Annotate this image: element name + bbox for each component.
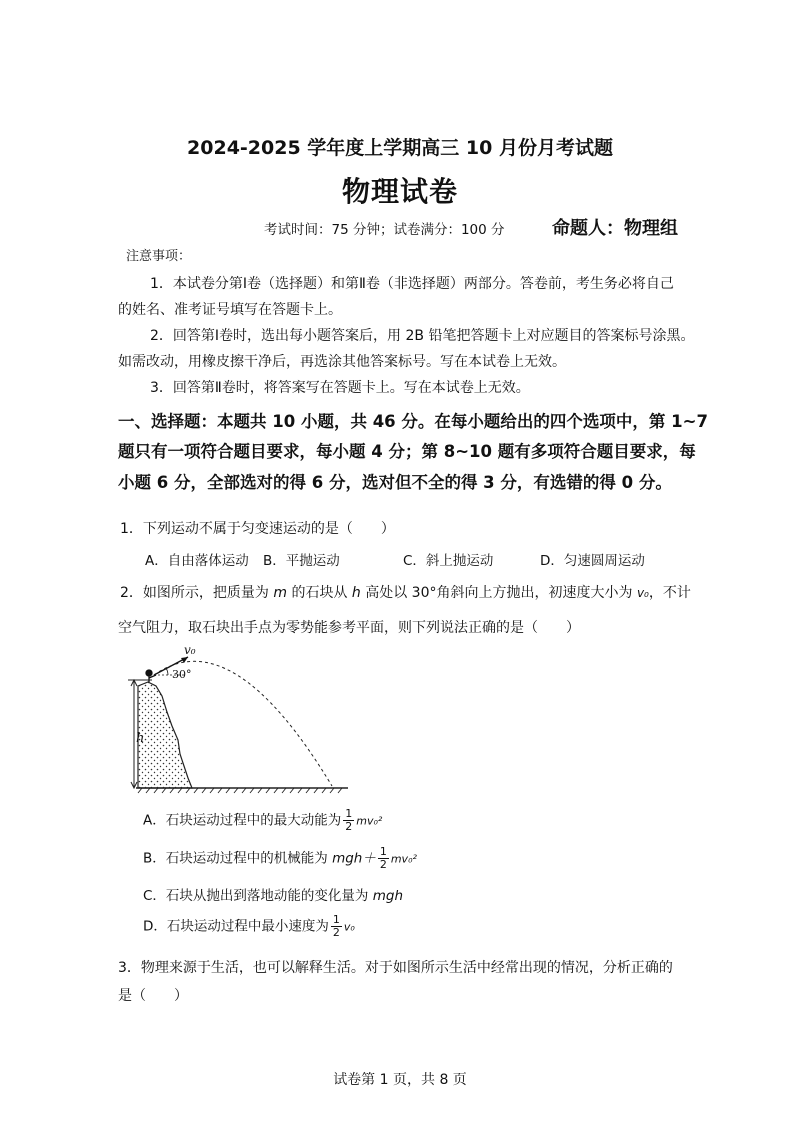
author: 命题人：物理组 <box>552 218 678 239</box>
q2-stem-part: 的石块从 <box>287 585 352 601</box>
q2-d-formula: v₀ <box>343 920 355 934</box>
note-2-cont: 如需改动，用橡皮擦干净后，再选涂其他答案标号。写在本试卷上无效。 <box>118 354 566 370</box>
q2-mass-symbol: m <box>273 585 287 601</box>
cliff <box>138 682 192 788</box>
note-3: 3．回答第Ⅱ卷时，将答案写在答题卡上。写在本试卷上无效。 <box>150 380 530 396</box>
fraction-numerator: 1 <box>379 845 387 858</box>
q2-option-a <box>143 808 382 833</box>
q2-a-text: A．石块运动过程中的最大动能为 <box>143 812 342 829</box>
q2-option-d <box>143 914 355 939</box>
q1-option-c: C．斜上抛运动 <box>403 553 494 569</box>
section-1-line-2: 题只有一项符合题目要求，每小题 4 分；第 8~10 题有多项符合题目要求，每 <box>118 442 696 461</box>
q2-c-formula: mgh <box>372 888 403 904</box>
h-label: h <box>136 731 145 746</box>
q2-stem-part: 2．如图所示，把质量为 <box>120 585 274 601</box>
q2-option-c <box>143 884 403 904</box>
subject-title: 物理试卷 <box>341 175 458 208</box>
section-1-line-3: 小题 6 分，全部选对的得 6 分，选对但不全的得 3 分，有选错的得 0 分。 <box>118 473 672 492</box>
q1-stem: 1．下列运动不属于匀变速运动的是（ ） <box>120 521 395 537</box>
notes-heading: 注意事项： <box>126 249 192 264</box>
note-2: 2．回答第Ⅰ卷时，选出每小题答案后，用 2B 铅笔把答题卡上对应题目的答案标号涂黑。 <box>150 328 695 344</box>
q2-a-formula: mv₀² <box>356 814 383 828</box>
q3-stem-line-2: 是（ ） <box>118 988 188 1004</box>
q2-option-b <box>143 846 417 871</box>
v0-label: v₀ <box>184 643 196 657</box>
angle-arc <box>166 668 168 675</box>
fraction-denominator: 2 <box>379 858 387 871</box>
q2-b-text: B．石块运动过程中的机械能为 <box>143 850 333 867</box>
q2-c-text: C．石块从抛出到落地动能的变化量为 <box>143 888 373 904</box>
exam-info: 考试时间：75 分钟；试卷满分：100 分 <box>264 222 505 238</box>
q2-height-symbol: h <box>351 585 361 601</box>
q2-stem <box>120 583 691 603</box>
q2-d-text: D．石块运动过程中最小速度为 <box>143 918 329 935</box>
page-footer: 试卷第 1 页，共 8 页 <box>333 1072 467 1088</box>
fraction <box>331 914 342 939</box>
q2-v0-symbol: v₀ <box>636 586 649 600</box>
fraction-numerator: 1 <box>332 913 340 926</box>
exam-title: 2024-2025 学年度上学期高三 10 月份月考试题 <box>187 137 613 159</box>
angle-label: 30° <box>172 668 192 681</box>
q2-b-expr: mgh＋ <box>332 850 376 867</box>
projectile-figure <box>120 642 360 798</box>
fraction-denominator: 2 <box>345 820 353 833</box>
q1-option-b: B．平抛运动 <box>263 553 340 569</box>
fraction <box>343 808 354 833</box>
q3-stem: 3．物理来源于生活，也可以解释生活。对于如图所示生活中经常出现的情况，分析正确的 <box>118 960 673 976</box>
q1-option-d: D．匀速圆周运动 <box>540 553 645 569</box>
fraction-denominator: 2 <box>332 926 340 939</box>
note-1-cont: 的姓名、准考证号填写在答题卡上。 <box>118 302 342 318</box>
q1-option-a: A．自由落体运动 <box>145 553 249 569</box>
note-1: 1．本试卷分第Ⅰ卷（选择题）和第Ⅱ卷（非选择题）两部分。答卷前，考生务必将自己 <box>150 276 674 292</box>
q2-stem-line-2: 空气阻力，取石块出手点为零势能参考平面，则下列说法正确的是（ ） <box>118 620 580 636</box>
q2-stem-part: 高处以 30°角斜向上方抛出，初速度大小为 <box>360 585 637 601</box>
fraction-numerator: 1 <box>345 807 353 820</box>
section-1-line-1: 一、选择题：本题共 10 小题，共 46 分。在每小题给出的四个选项中，第 1~7 <box>118 412 708 431</box>
q2-b-formula: mv₀² <box>390 852 417 866</box>
q2-stem-part: ，不计 <box>648 585 691 601</box>
fraction <box>378 846 389 871</box>
